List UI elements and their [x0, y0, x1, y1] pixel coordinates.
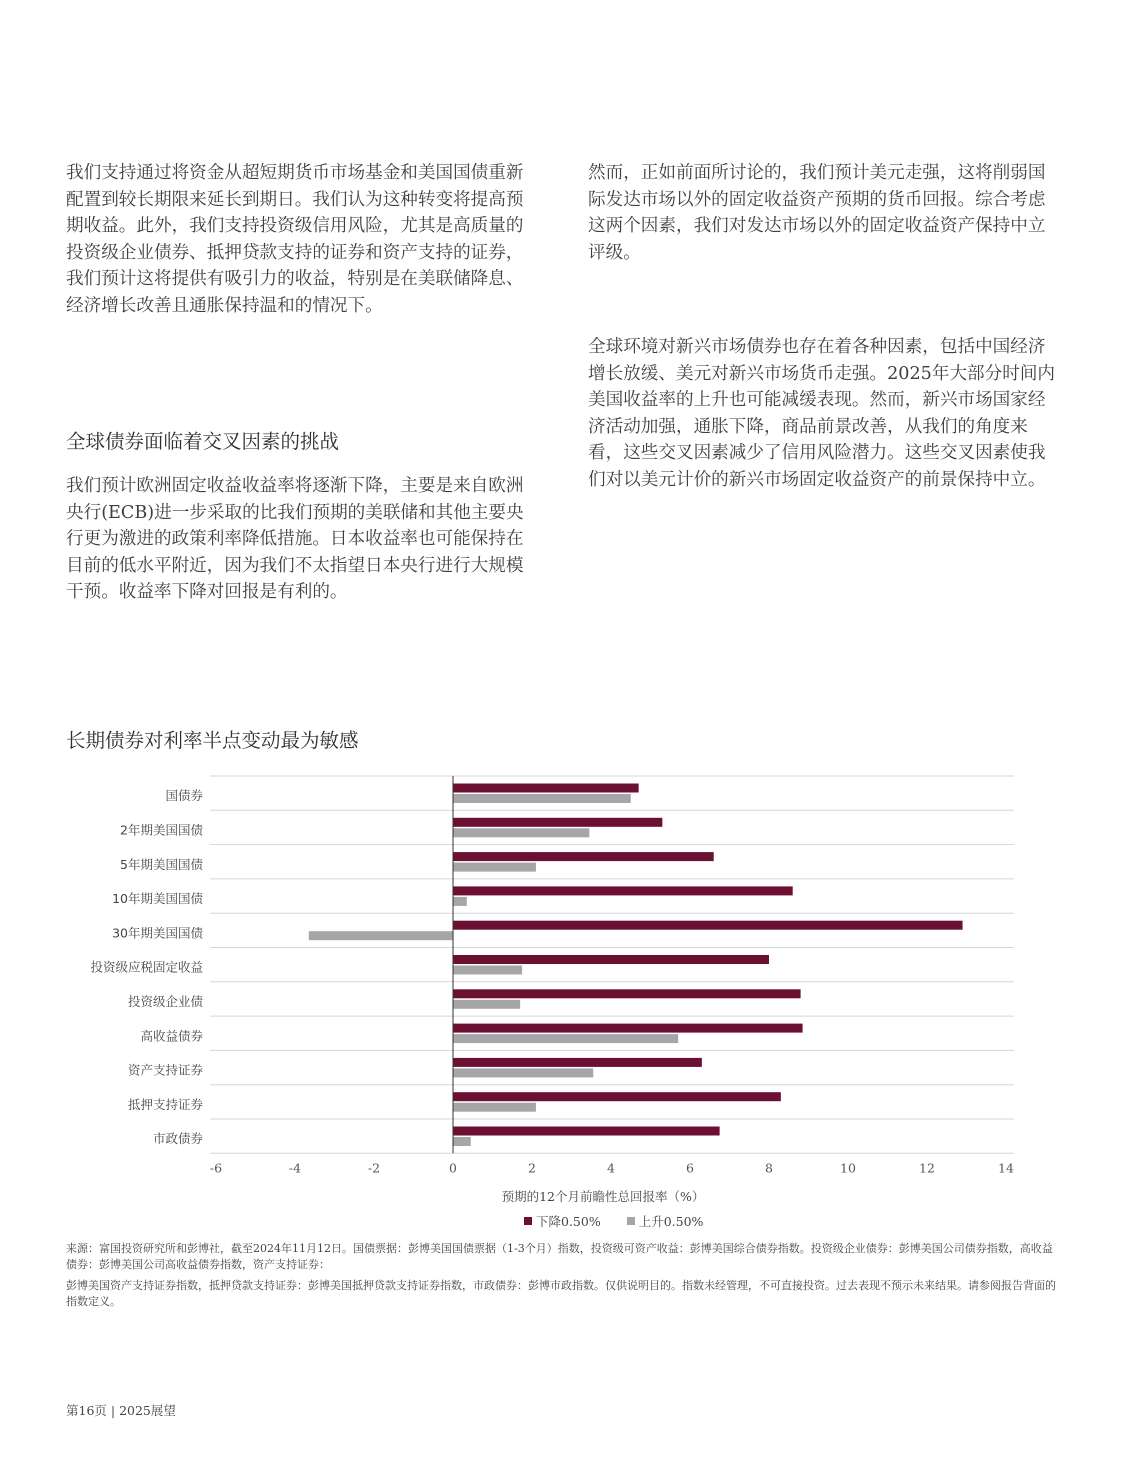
category-label: 30年期美国国债 — [112, 925, 203, 941]
x-tick-label: -2 — [367, 1160, 381, 1176]
bar-down — [453, 955, 769, 964]
x-tick-label: 14 — [998, 1160, 1014, 1176]
right-paragraph-2: 全球环境对新兴市场债券也存在着各种因素，包括中国经济增长放缓、美元对新兴市场货币走强。2025年大部分时间内美国收益率的上升也可能减缓表现。然而，新兴市场国家经济活动加强，通胀下降，商品前景改善，从我们的角度来看，这些交叉因素减少了信用风险潜力。这些交叉因素使我们对以美元计价的新兴市场固定收益资产的前景保持中立。 — [588, 337, 1056, 490]
bar-up — [453, 1000, 520, 1009]
x-tick-label: -4 — [288, 1160, 302, 1176]
bar-down — [453, 852, 714, 861]
category-label: 投资级应税固定收益 — [90, 959, 203, 975]
left-column-lower — [66, 473, 530, 606]
right-paragraph-1: 然而，正如前面所讨论的，我们预计美元走强，这将削弱国际发达市场以外的固定收益资产预期的货币回报。综合考虑这两个因素，我们对发达市场以外的固定收益资产保持中立评级。 — [588, 163, 1046, 263]
x-tick-label: 6 — [686, 1160, 694, 1176]
x-tick-label: 10 — [840, 1160, 856, 1176]
bar-up — [309, 931, 453, 940]
x-tick-label: 8 — [765, 1160, 773, 1176]
bar-down — [453, 989, 801, 998]
bar-up — [453, 966, 522, 975]
x-tick-label: -6 — [209, 1160, 223, 1176]
right-column-lower — [588, 334, 1056, 494]
x-tick-label: 4 — [607, 1160, 615, 1176]
category-label: 资产支持证券 — [127, 1062, 203, 1078]
legend-swatch-up — [627, 1217, 635, 1225]
bar-down — [453, 886, 793, 895]
category-label: 高收益债券 — [140, 1028, 203, 1044]
chart-legend — [524, 1212, 703, 1230]
legend-item-down — [524, 1212, 601, 1230]
legend-label-down: 下降0.50% — [536, 1214, 601, 1229]
section-heading: 全球债券面临着交叉因素的挑战 — [66, 430, 340, 453]
x-axis-title: 预期的12个月前瞻性总回报率（%） — [501, 1189, 705, 1204]
category-label: 市政债券 — [152, 1131, 203, 1147]
category-label: 5年期美国国债 — [120, 856, 203, 872]
bar-down — [453, 1024, 803, 1033]
x-tick-label: 2 — [528, 1160, 536, 1176]
category-label: 10年期美国国债 — [112, 891, 203, 907]
chart-title: 长期债券对利率半点变动最为敏感 — [66, 729, 359, 752]
bar-up — [453, 863, 536, 872]
legend-label-up: 上升0.50% — [638, 1214, 704, 1229]
source-note-2: 彭博美国资产支持证券指数，抵押贷款支持证券：彭博美国抵押贷款支持证券指数，市政债券：彭博市政指数。仅供说明目的。指数未经管理，不可直接投资。过去表现不预示未来结果。请参阅报告背面的指数定义。 — [66, 1279, 1056, 1308]
bar-up — [453, 897, 467, 906]
x-tick-label: 0 — [449, 1160, 457, 1176]
bar-down — [453, 1092, 781, 1101]
bar-up — [453, 828, 589, 837]
bar-up — [453, 1103, 536, 1112]
bar-up — [453, 1068, 593, 1077]
bar-down — [453, 818, 662, 827]
category-label: 投资级企业债 — [127, 993, 203, 1009]
page-footer: 第16页 | 2025展望 — [66, 1403, 176, 1418]
legend-item-up — [627, 1212, 704, 1230]
bar-up — [453, 1034, 678, 1043]
bar-down — [453, 1127, 720, 1136]
source-note-1: 来源：富国投资研究所和彭博社，截至2024年11月12日。国债票据：彭博美国国债票据（1-3个月）指数，投资级可资产收益：彭博美国综合债券指数。投资级企业债券：彭博美国公司债券指数，高收益债券：彭博美国公司高收益债券指数，资产支持证券： — [66, 1242, 1053, 1271]
bar-down — [453, 1058, 702, 1067]
left-paragraph-1: 我们支持通过将资金从超短期货币市场基金和美国国债重新配置到较长期限来延长到期日。我们认为这种转变将提高预期收益。此外，我们支持投资级信用风险，尤其是高质量的投资级企业债券、抵押贷款支持的证券和资产支持的证券，我们预计这将提供有吸引力的收益，特别是在美联储降息、经济增长改善且通胀保持温和的情况下。 — [66, 163, 524, 316]
category-label: 抵押支持证券 — [127, 1096, 203, 1112]
bar-up — [453, 1137, 471, 1146]
right-column — [588, 160, 1056, 266]
category-label: 国债券 — [165, 788, 203, 804]
bar-down — [453, 784, 639, 793]
legend-swatch-down — [524, 1217, 532, 1225]
category-label: 2年期美国国债 — [120, 822, 203, 838]
left-paragraph-2: 我们预计欧洲固定收益收益率将逐渐下降，主要是来自欧洲央行(ECB)进一步采取的比我们预期的美联储和其他主要央行更为激进的政策利率降低措施。日本收益率也可能保持在目前的低水平附近，因为我们不太指望日本央行进行大规模干预。收益率下降对回报是有利的。 — [66, 476, 524, 603]
left-column — [66, 160, 530, 320]
bar-chart — [0, 760, 1133, 1180]
bar-down — [453, 921, 963, 930]
bar-up — [453, 794, 631, 803]
x-tick-label: 12 — [919, 1160, 935, 1176]
